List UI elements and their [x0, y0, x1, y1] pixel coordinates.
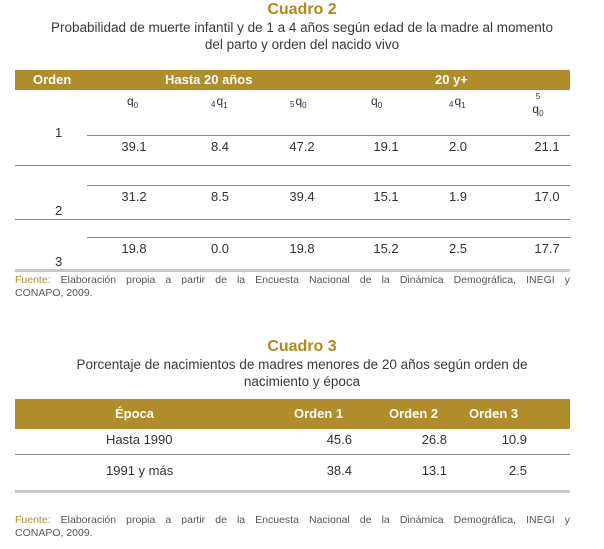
row3-5q0-hasta20: 19.8: [289, 241, 315, 256]
row2-bottom-rule: [15, 219, 570, 220]
symbol-5q0-a: $5q_0$: [290, 94, 307, 110]
row3-4q1-hasta20: 0.0: [210, 241, 230, 256]
header-orden3: Orden 3: [469, 406, 519, 421]
cuadro2-bottom-rule: [15, 269, 570, 272]
cuadro2-subtitle-line1: Probabilidad de muerte infantil y de 1 a 4 años según edad de la madre al momento: [50, 20, 554, 35]
cuadro2-symbol-row: [0, 92, 604, 120]
symbol-q0-a: $q_0$: [127, 94, 139, 110]
cuadro3-subtitle-line1: Porcentaje de nacimientos de madres menores de 20 años según orden de: [76, 357, 528, 372]
cuadro2-fuente: [15, 274, 570, 300]
c3-row2-orden2: 13.1: [421, 463, 447, 478]
row2-5q0-20mas: 17.0: [534, 189, 560, 204]
row1-q0-20mas: 19.1: [373, 139, 399, 154]
row3-orden: 3: [55, 254, 63, 269]
c3-row2-epoca: 1991 y más: [106, 463, 174, 478]
cuadro3-fuente-text2: CONAPO, 2009.: [15, 527, 93, 539]
row2-orden: 2: [55, 203, 63, 218]
row1-4q1-20mas: 2.0: [448, 139, 468, 154]
cuadro2-fuente-text: Elaboración propia a partir de la Encuesta Nacional de la Dinámica Demográfica, INEGI y: [50, 274, 570, 286]
cuadro2-title: Cuadro 2: [267, 1, 337, 18]
cuadro3-fuente: [15, 514, 570, 540]
symbol-4q1-a: $4q_1$: [211, 94, 228, 110]
header-orden2: Orden 2: [389, 406, 439, 421]
cuadro2-fuente-text2: CONAPO, 2009.: [15, 287, 93, 299]
c3-row1-orden2: 26.8: [421, 432, 447, 447]
row3-5q0-20mas: 17.7: [534, 241, 560, 256]
cuadro3-fuente-text: Elaboración propia a partir de la Encuesta Nacional de la Dinámica Demográfica, INEGI y: [50, 514, 570, 526]
header-orden1: Orden 1: [294, 406, 344, 421]
row2-4q1-hasta20: 8.5: [210, 189, 230, 204]
row2-4q1-20mas: 1.9: [448, 189, 468, 204]
header-20-y-mas: 20 y+: [435, 72, 468, 87]
header-epoca: Época: [115, 406, 155, 421]
cuadro3-fuente-label: Fuente:: [15, 514, 51, 526]
row1-4q1-hasta20: 8.4: [210, 139, 230, 154]
cuadro3-subtitle-line2: nacimiento y época: [243, 374, 361, 389]
header-orden: Orden: [33, 72, 72, 87]
row1-q0-hasta20: 39.1: [121, 139, 147, 154]
row2-q0-hasta20: 31.2: [121, 189, 147, 204]
cuadro3-header-bar: [15, 399, 570, 429]
cuadro3-bottom-rule: [15, 490, 570, 493]
header-hasta-20: Hasta 20 años: [165, 72, 253, 87]
row3-q0-20mas: 15.2: [373, 241, 399, 256]
row1-5q0-hasta20: 47.2: [289, 139, 315, 154]
row2-5q0-hasta20: 39.4: [289, 189, 315, 204]
row1-rule: [87, 135, 570, 136]
c3-row1-epoca: Hasta 1990: [106, 432, 173, 447]
cuadro2-header-bar: [15, 70, 570, 90]
symbol-4q1-b: $4q_1$: [449, 94, 466, 110]
row3-rule: [87, 237, 570, 238]
row1-orden: 1: [55, 125, 63, 140]
c3-row1-orden1: 45.6: [326, 432, 352, 447]
row3-q0-hasta20: 19.8: [121, 241, 147, 256]
row2-q0-20mas: 15.1: [373, 189, 399, 204]
symbol-5q0-b: 5 $q_0$: [532, 92, 544, 118]
row2-rule: [87, 185, 570, 186]
c3-row1-orden3: 10.9: [501, 432, 527, 447]
row1-bottom-rule: [15, 165, 570, 166]
cuadro3-title: Cuadro 3: [267, 338, 337, 355]
symbol-q0-b: $q_0$: [371, 94, 383, 110]
c3-row2-orden1: 38.4: [326, 463, 352, 478]
cuadro2-subtitle-line2: del parto y orden del nacido vivo: [204, 37, 400, 52]
cuadro2-fuente-label: Fuente:: [15, 274, 51, 286]
row1-5q0-20mas: 21.1: [534, 139, 560, 154]
row3-4q1-20mas: 2.5: [448, 241, 468, 256]
c3-row1-rule: [15, 454, 570, 455]
c3-row2-orden3: 2.5: [508, 463, 527, 478]
